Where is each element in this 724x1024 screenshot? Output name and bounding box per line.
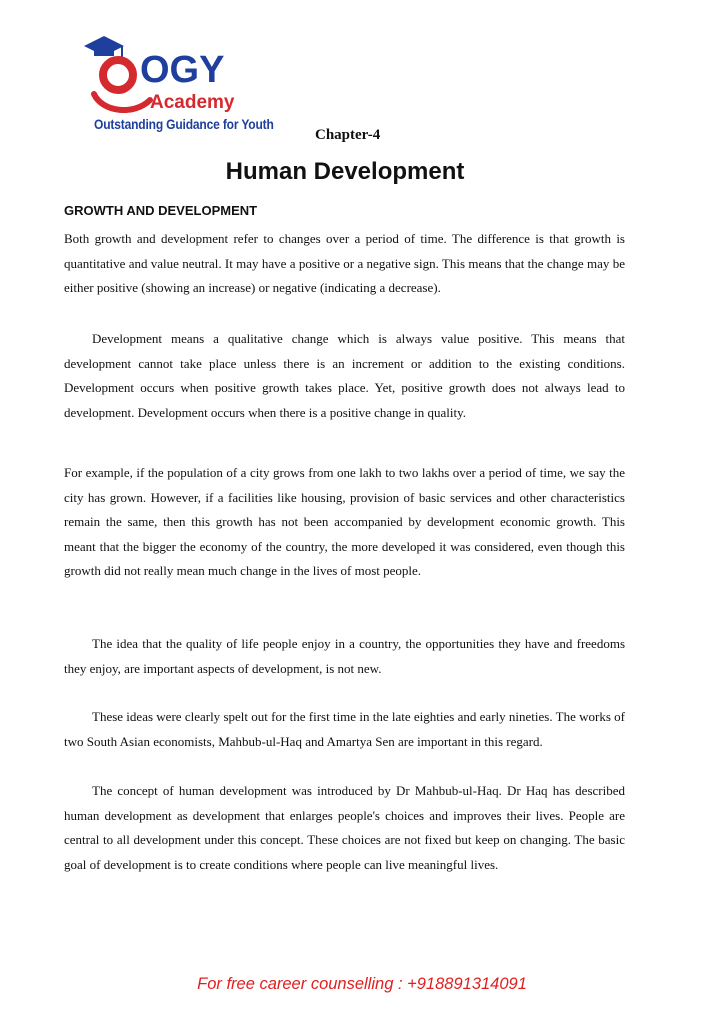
paragraph-development-qualitative: Development means a qualitative change which is always value positive. This means that development cannot take place unless there is an increment or addition to the existing conditions. Development occurs when positive growth takes place. Yet, positive growth does not always lead to development. Development occurs when there is a positive change in quality. [64,331,625,420]
ogy-academy-logo [80,30,280,138]
paragraph-human-development-concept: The concept of human development was introduced by Dr Mahbub-ul-Haq. Dr Haq has described human development as development that enlarges people's choices and improves their lives. People are central to all development under this concept. These choices are not fixed but keep on changing. The basic goal of development is to create conditions where people can live meaningful lives. [64,783,625,872]
logo-brand: OGY [140,49,225,91]
paragraph-quality-of-life: The idea that the quality of life people enjoy in a country, the opportunities they have and freedoms they enjoy, are important aspects of development, is not new. [64,636,625,676]
page-title: Human Development [225,158,465,185]
footer-contact: For free career counselling : +918891314091 [197,975,527,993]
paragraph-growth-vs-development: Both growth and development refer to changes over a period of time. The difference is that growth is quantitative and value neutral. It may have a positive or a negative sign. This means that the change may be either positive (showing an increase) or negative (indicating a decrease). [64,231,625,295]
logo-tagline: Outstanding Guidance for Youth [94,116,274,132]
logo-sub-brand: Academy [150,92,235,113]
paragraph-south-asian-economists: These ideas were clearly spelt out for the first time in the late eighties and early nineties. The works of two South Asian economists, Mahbub-ul-Haq and Amartya Sen are important in this regard. [64,709,625,749]
paragraph-city-example: For example, if the population of a city grows from one lakh to two lakhs over a period of time, we say the city has grown. However, if a facilities like housing, provision of basic services and other characteristics remain the same, then this growth has not been accompanied by development economic growth. This meant that the bigger the economy of the country, the more developed it was considered, even though this growth did not really mean much change in the lives of most people. [64,465,625,578]
logo-mark-icon [80,30,280,120]
chapter-label: Chapter-4 [315,127,381,143]
section-heading: GROWTH AND DEVELOPMENT [64,203,258,218]
